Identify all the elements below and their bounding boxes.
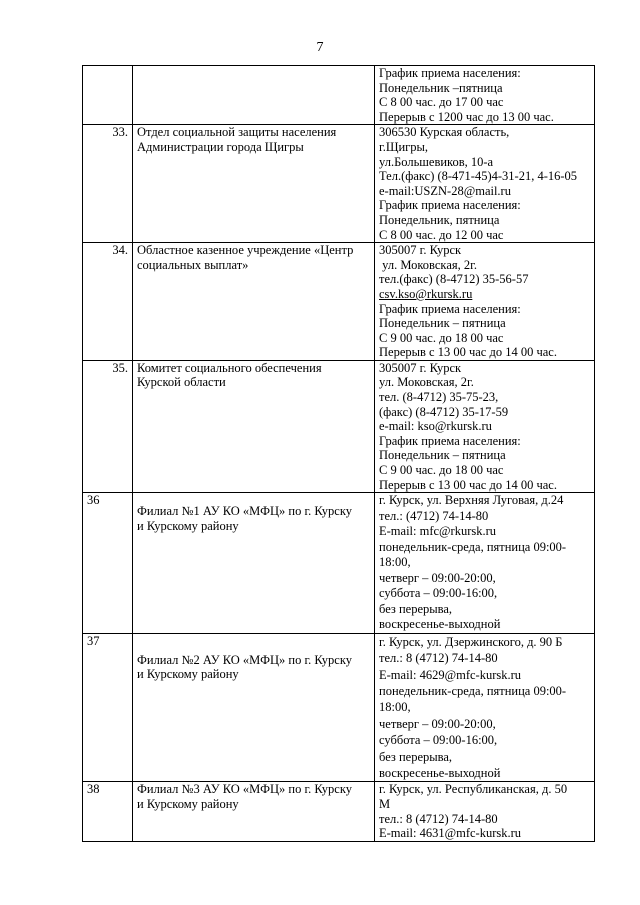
organization-name bbox=[133, 782, 375, 841]
name-line: Филиал №3 АУ КО «МФЦ» по г. Курску bbox=[137, 782, 352, 797]
info-line: (факс) (8-4712) 35-17-59 bbox=[379, 404, 509, 419]
organization-name bbox=[133, 633, 375, 782]
info-line: г. Курск, ул. Республиканская, д. 50 bbox=[379, 782, 568, 797]
info-line: 18:00, bbox=[379, 555, 411, 570]
info-line: График приема населения: bbox=[379, 433, 521, 448]
info-line: суббота – 09:00-16:00, bbox=[379, 733, 498, 748]
row-number: 37 bbox=[83, 633, 133, 782]
info-line: 18:00, bbox=[379, 700, 411, 715]
info-line: г.Щигры, bbox=[379, 139, 429, 154]
email-link[interactable]: E-mail: 4629@mfc-kursk.ru bbox=[379, 667, 522, 682]
name-line: Администрации города Щигры bbox=[137, 139, 304, 154]
info-line: 305007 г. Курск bbox=[379, 360, 462, 375]
info-line: тел.: (4712) 74-14-80 bbox=[379, 508, 489, 523]
info-line: тел. (8-4712) 35-75-23, bbox=[379, 390, 499, 405]
info-line: тел.(факс) (8-4712) 35-56-57 bbox=[379, 272, 529, 287]
info-line: без перерыва, bbox=[379, 601, 453, 616]
info-line: С 8 00 час. до 17 00 час bbox=[379, 95, 504, 110]
table-row bbox=[83, 782, 595, 841]
contact-info bbox=[375, 125, 595, 243]
directory-table bbox=[82, 65, 595, 842]
info-line: С 9 00 час. до 18 00 час bbox=[379, 463, 504, 478]
row-number: 33. bbox=[83, 125, 133, 243]
info-line: г. Курск, ул. Верхняя Луговая, д.24 bbox=[379, 493, 564, 508]
name-line: и Курскому району bbox=[137, 518, 239, 533]
row-number: 38 bbox=[83, 782, 133, 841]
info-line: четверг – 09:00-20:00, bbox=[379, 570, 496, 585]
info-line: воскресенье-выходной bbox=[379, 765, 501, 780]
info-line: Тел.(факс) (8-471-45)4-31-21, 4-16-05 bbox=[379, 169, 578, 184]
info-line: воскресенье-выходной bbox=[379, 617, 501, 632]
info-line: Понедельник –пятница bbox=[379, 80, 503, 95]
email-link[interactable]: e-mail:USZN-28@mail.ru bbox=[379, 183, 511, 198]
organization-name bbox=[133, 360, 375, 492]
organization-name bbox=[133, 493, 375, 634]
info-line: График приема населения: bbox=[379, 198, 521, 213]
name-line: социальных выплат» bbox=[137, 257, 249, 272]
name-line: Областное казенное учреждение «Центр bbox=[137, 243, 354, 258]
table-row bbox=[83, 66, 595, 125]
info-line: С 8 00 час. до 12 00 час bbox=[379, 227, 504, 242]
info-line: понедельник-среда, пятница 09:00- bbox=[379, 539, 567, 554]
info-line: График приема населения: bbox=[379, 301, 521, 316]
row-number bbox=[83, 66, 133, 125]
organization-name bbox=[133, 125, 375, 243]
info-line: ул.Большевиков, 10-а bbox=[379, 154, 494, 169]
name-line: Филиал №2 АУ КО «МФЦ» по г. Курску bbox=[137, 652, 352, 667]
info-line: Перерыв с 13 00 час до 14 00 час. bbox=[379, 477, 557, 492]
name-line: Комитет социального обеспечения bbox=[137, 360, 322, 375]
organization-name bbox=[133, 66, 375, 125]
info-line: С 9 00 час. до 18 00 час bbox=[379, 330, 504, 345]
info-line: суббота – 09:00-16:00, bbox=[379, 586, 498, 601]
info-line: ул. Моковская, 2г. bbox=[379, 375, 474, 390]
info-line: тел.: 8 (4712) 74-14-80 bbox=[379, 651, 498, 666]
info-line: Понедельник – пятница bbox=[379, 448, 506, 463]
name-line: и Курскому району bbox=[137, 667, 239, 682]
email-link[interactable]: E-mail: mfc@rkursk.ru bbox=[379, 524, 497, 539]
table-row bbox=[83, 243, 595, 361]
info-line: М bbox=[379, 796, 391, 811]
contact-info bbox=[375, 782, 595, 841]
name-line: Курской области bbox=[137, 375, 226, 390]
page-number: 7 bbox=[316, 40, 324, 55]
info-line: Перерыв с 13 00 час до 14 00 час. bbox=[379, 345, 557, 360]
row-number: 34. bbox=[83, 243, 133, 361]
contact-info bbox=[375, 66, 595, 125]
info-line: Перерыв с 1200 час до 13 00 час. bbox=[379, 109, 554, 124]
email-link[interactable]: csv.kso@rkursk.ru bbox=[379, 286, 473, 301]
email-link[interactable]: E-mail: 4631@mfc-kursk.ru bbox=[379, 826, 522, 841]
contact-info bbox=[375, 493, 595, 634]
row-number: 35. bbox=[83, 360, 133, 492]
name-line: Филиал №1 АУ КО «МФЦ» по г. Курску bbox=[137, 504, 352, 519]
info-line: 305007 г. Курск bbox=[379, 243, 462, 258]
table-row bbox=[83, 125, 595, 243]
email-link[interactable]: e-mail: kso@rkursk.ru bbox=[379, 419, 492, 434]
info-line: 306530 Курская область, bbox=[379, 125, 510, 140]
info-line: График приема населения: bbox=[379, 66, 521, 80]
info-line: Понедельник, пятница bbox=[379, 212, 500, 227]
row-number: 36 bbox=[83, 493, 133, 634]
table-row bbox=[83, 493, 595, 634]
contact-info bbox=[375, 633, 595, 782]
contact-info bbox=[375, 360, 595, 492]
info-line: понедельник-среда, пятница 09:00- bbox=[379, 683, 567, 698]
contact-info bbox=[375, 243, 595, 361]
name-line: и Курскому району bbox=[137, 796, 239, 811]
info-line: тел.: 8 (4712) 74-14-80 bbox=[379, 811, 498, 826]
name-line: Отдел социальной защиты населения bbox=[137, 125, 337, 140]
info-line: ул. Моковская, 2г. bbox=[379, 257, 477, 272]
organization-name bbox=[133, 243, 375, 361]
info-line: без перерыва, bbox=[379, 749, 453, 764]
info-line: г. Курск, ул. Дзержинского, д. 90 Б bbox=[379, 634, 563, 649]
table-row bbox=[83, 360, 595, 492]
table-row bbox=[83, 633, 595, 782]
info-line: четверг – 09:00-20:00, bbox=[379, 716, 496, 731]
info-line: Понедельник – пятница bbox=[379, 316, 506, 331]
